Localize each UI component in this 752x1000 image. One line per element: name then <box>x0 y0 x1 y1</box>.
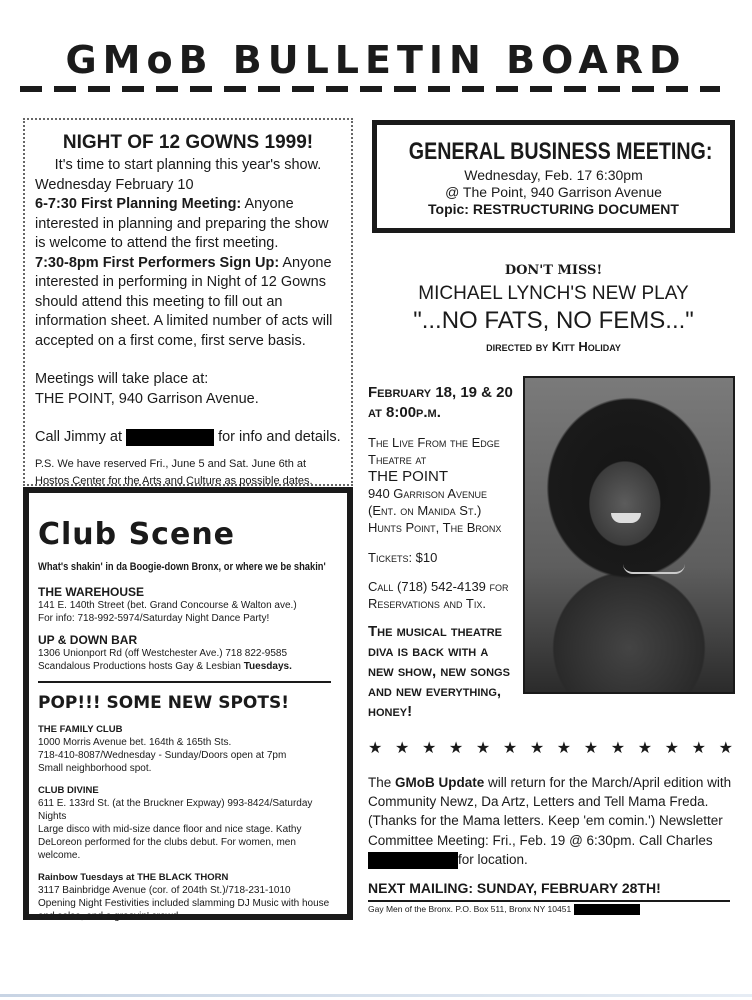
play-time: at 8:00p.m. <box>368 404 441 421</box>
next-mailing: NEXT MAILING: SUNDAY, FEBRUARY 28TH! <box>368 879 730 902</box>
venue-line: The Live From the Edge <box>368 435 500 450</box>
star-icon: ★ <box>502 738 518 757</box>
performer-photo <box>523 376 735 694</box>
venue-name: THE POINT <box>368 468 449 485</box>
item-heading: 6-7:30 First Planning Meeting: <box>35 196 242 212</box>
reservation-line: Reservations and Tix. <box>368 596 486 611</box>
star-icon: ★ <box>556 738 572 757</box>
footer-address: Gay Men of the Bronx. P.O. Box 511, Bronx NY 10451 <box>368 903 640 915</box>
redacted-phone <box>126 429 214 446</box>
gowns-item-planning <box>35 195 341 254</box>
star-icon: ★ <box>448 738 464 757</box>
meeting-when: Wednesday, Feb. 17 6:30pm <box>464 167 643 183</box>
dont-miss-label: DON'T MISS! <box>504 263 603 278</box>
venue-warehouse: THE WAREHOUSE 141 E. 140th Street (bet. Grand Concourse & Walton ave.) For info: 718-992-5974/Saturday Night Dance Party! <box>38 585 297 624</box>
star-divider <box>368 738 733 758</box>
item-text: Anyone interested in performing in Night of 12 Gowns should attend this meeting to fill out an information sheet. A limited number of acts will accepted on a first come, first serve basis. <box>35 254 333 349</box>
gowns-intro: It's time to start planning this year's show. <box>54 157 322 173</box>
play-details <box>368 383 518 722</box>
call-jimmy: Call Jimmy at for info and details. <box>35 429 341 445</box>
scan-edge <box>0 994 752 997</box>
star-icon: ★ <box>583 738 599 757</box>
item-heading: 7:30-8pm First Performers Sign Up: <box>35 254 280 271</box>
redacted-phone <box>368 852 458 869</box>
meeting-topic: Topic: RESTRUCTURING DOCUMENT <box>428 201 679 217</box>
play-title: "...NO FATS, NO FEMS..." <box>413 307 694 334</box>
play-header <box>372 262 735 356</box>
club-scene-title: Club Scene <box>38 517 236 552</box>
meeting-where: @ The Point, 940 Garrison Avenue <box>445 184 662 200</box>
star-icon: ★ <box>637 738 653 757</box>
address-line: (Ent. on Manida St.) <box>368 503 482 518</box>
gowns-item-signup <box>35 254 341 352</box>
address-line: Hunts Point, The Bronx <box>368 520 502 535</box>
spot-black-thorn: Rainbow Tuesdays at THE BLACK THORN 3117 Bainbridge Avenue (cor. of 204th St.)/718-231-1010 Opening Night Festivities included slamming DJ Music with house and salsa, and a groovin' crowd. <box>38 872 330 922</box>
redacted-info <box>574 904 640 915</box>
newsletter-update: The GMoB Update will return for the March/April edition with Community Newz, Da Artz, Letters and Tell Mama Freda. (Thanks for the Mama letters. Keep 'em comin.') Newsletter Committee Meeting: Fri., Feb. 19 @ 6:30pm. Call Charles for location. <box>368 775 732 867</box>
star-icon: ★ <box>394 738 410 757</box>
address-line: 940 Garrison Avenue <box>368 486 487 501</box>
play-director: directed by Kitt Holiday <box>486 339 621 354</box>
business-meeting-box <box>372 120 735 233</box>
star-icon: ★ <box>718 738 733 757</box>
gowns-date: Wednesday February 10 <box>35 176 194 193</box>
meeting-title: GENERAL BUSINESS MEETING: <box>408 138 713 165</box>
new-spots-title: POP!!! SOME NEW SPOTS! <box>38 693 289 713</box>
meetings-location: THE POINT, 940 Garrison Avenue. <box>35 390 259 407</box>
ticket-price: Tickets: $10 <box>368 550 438 565</box>
star-icon: ★ <box>610 738 626 757</box>
star-icon: ★ <box>475 738 491 757</box>
gowns-ps: P.S. We have reserved Fri., June 5 and Sat. June 6th at Hostos Center for the Arts and Culture as possible dates. <box>35 457 313 487</box>
star-icon: ★ <box>691 738 706 757</box>
masthead-title: GMoB BULLETIN BOARD <box>65 38 687 82</box>
star-icon: ★ <box>368 738 383 757</box>
club-scene-box <box>23 487 353 920</box>
dashed-divider <box>20 86 720 92</box>
star-icon: ★ <box>664 738 679 757</box>
playwright-line: MICHAEL LYNCH'S NEW PLAY <box>418 283 689 304</box>
star-icon: ★ <box>529 738 545 757</box>
section-divider <box>38 681 331 683</box>
star-icon: ★ <box>421 738 437 757</box>
reservation-line: Call (718) 542-4139 for <box>368 579 509 594</box>
spot-family-club: THE FAMILY CLUB 1000 Morris Avenue bet. 164th & 165th Sts. 718-410-8087/Wednesday - Sunday/Doors open at 7pm Small neighborhood spot. <box>38 724 287 774</box>
venue-line: Theatre at <box>368 452 427 467</box>
gowns-announcement-box <box>23 118 353 486</box>
gowns-title: NIGHT OF 12 GOWNS 1999! <box>62 132 314 153</box>
play-blurb: The musical theatre diva is back with a new show, new songs and new everything, honey! <box>368 623 510 720</box>
item-text: Anyone interested in planning and preparing the show is welcome to attend the first meeting. <box>35 196 329 251</box>
play-dates: February 18, 19 & 20 <box>368 384 513 401</box>
venue-up-down-bar: UP & DOWN BAR 1306 Unionport Rd (off Westchester Ave.) 718 822-9585 Scandalous Productions hosts Gay & Lesbian Tuesdays. <box>38 633 292 672</box>
spot-club-divine: CLUB DIVINE 611 E. 133rd St. (at the Bruckner Expway) 993-8424/Saturday Nights Large disco with mid-size dance floor and nice stage. Kathy DeLoreon performed for the clubs debut. For women, men welcome. <box>38 785 313 861</box>
meetings-label: Meetings will take place at: <box>35 371 209 387</box>
club-scene-subtitle: What's shakin' in da Boogie-down Bronx, or where we be shakin' <box>38 561 326 573</box>
